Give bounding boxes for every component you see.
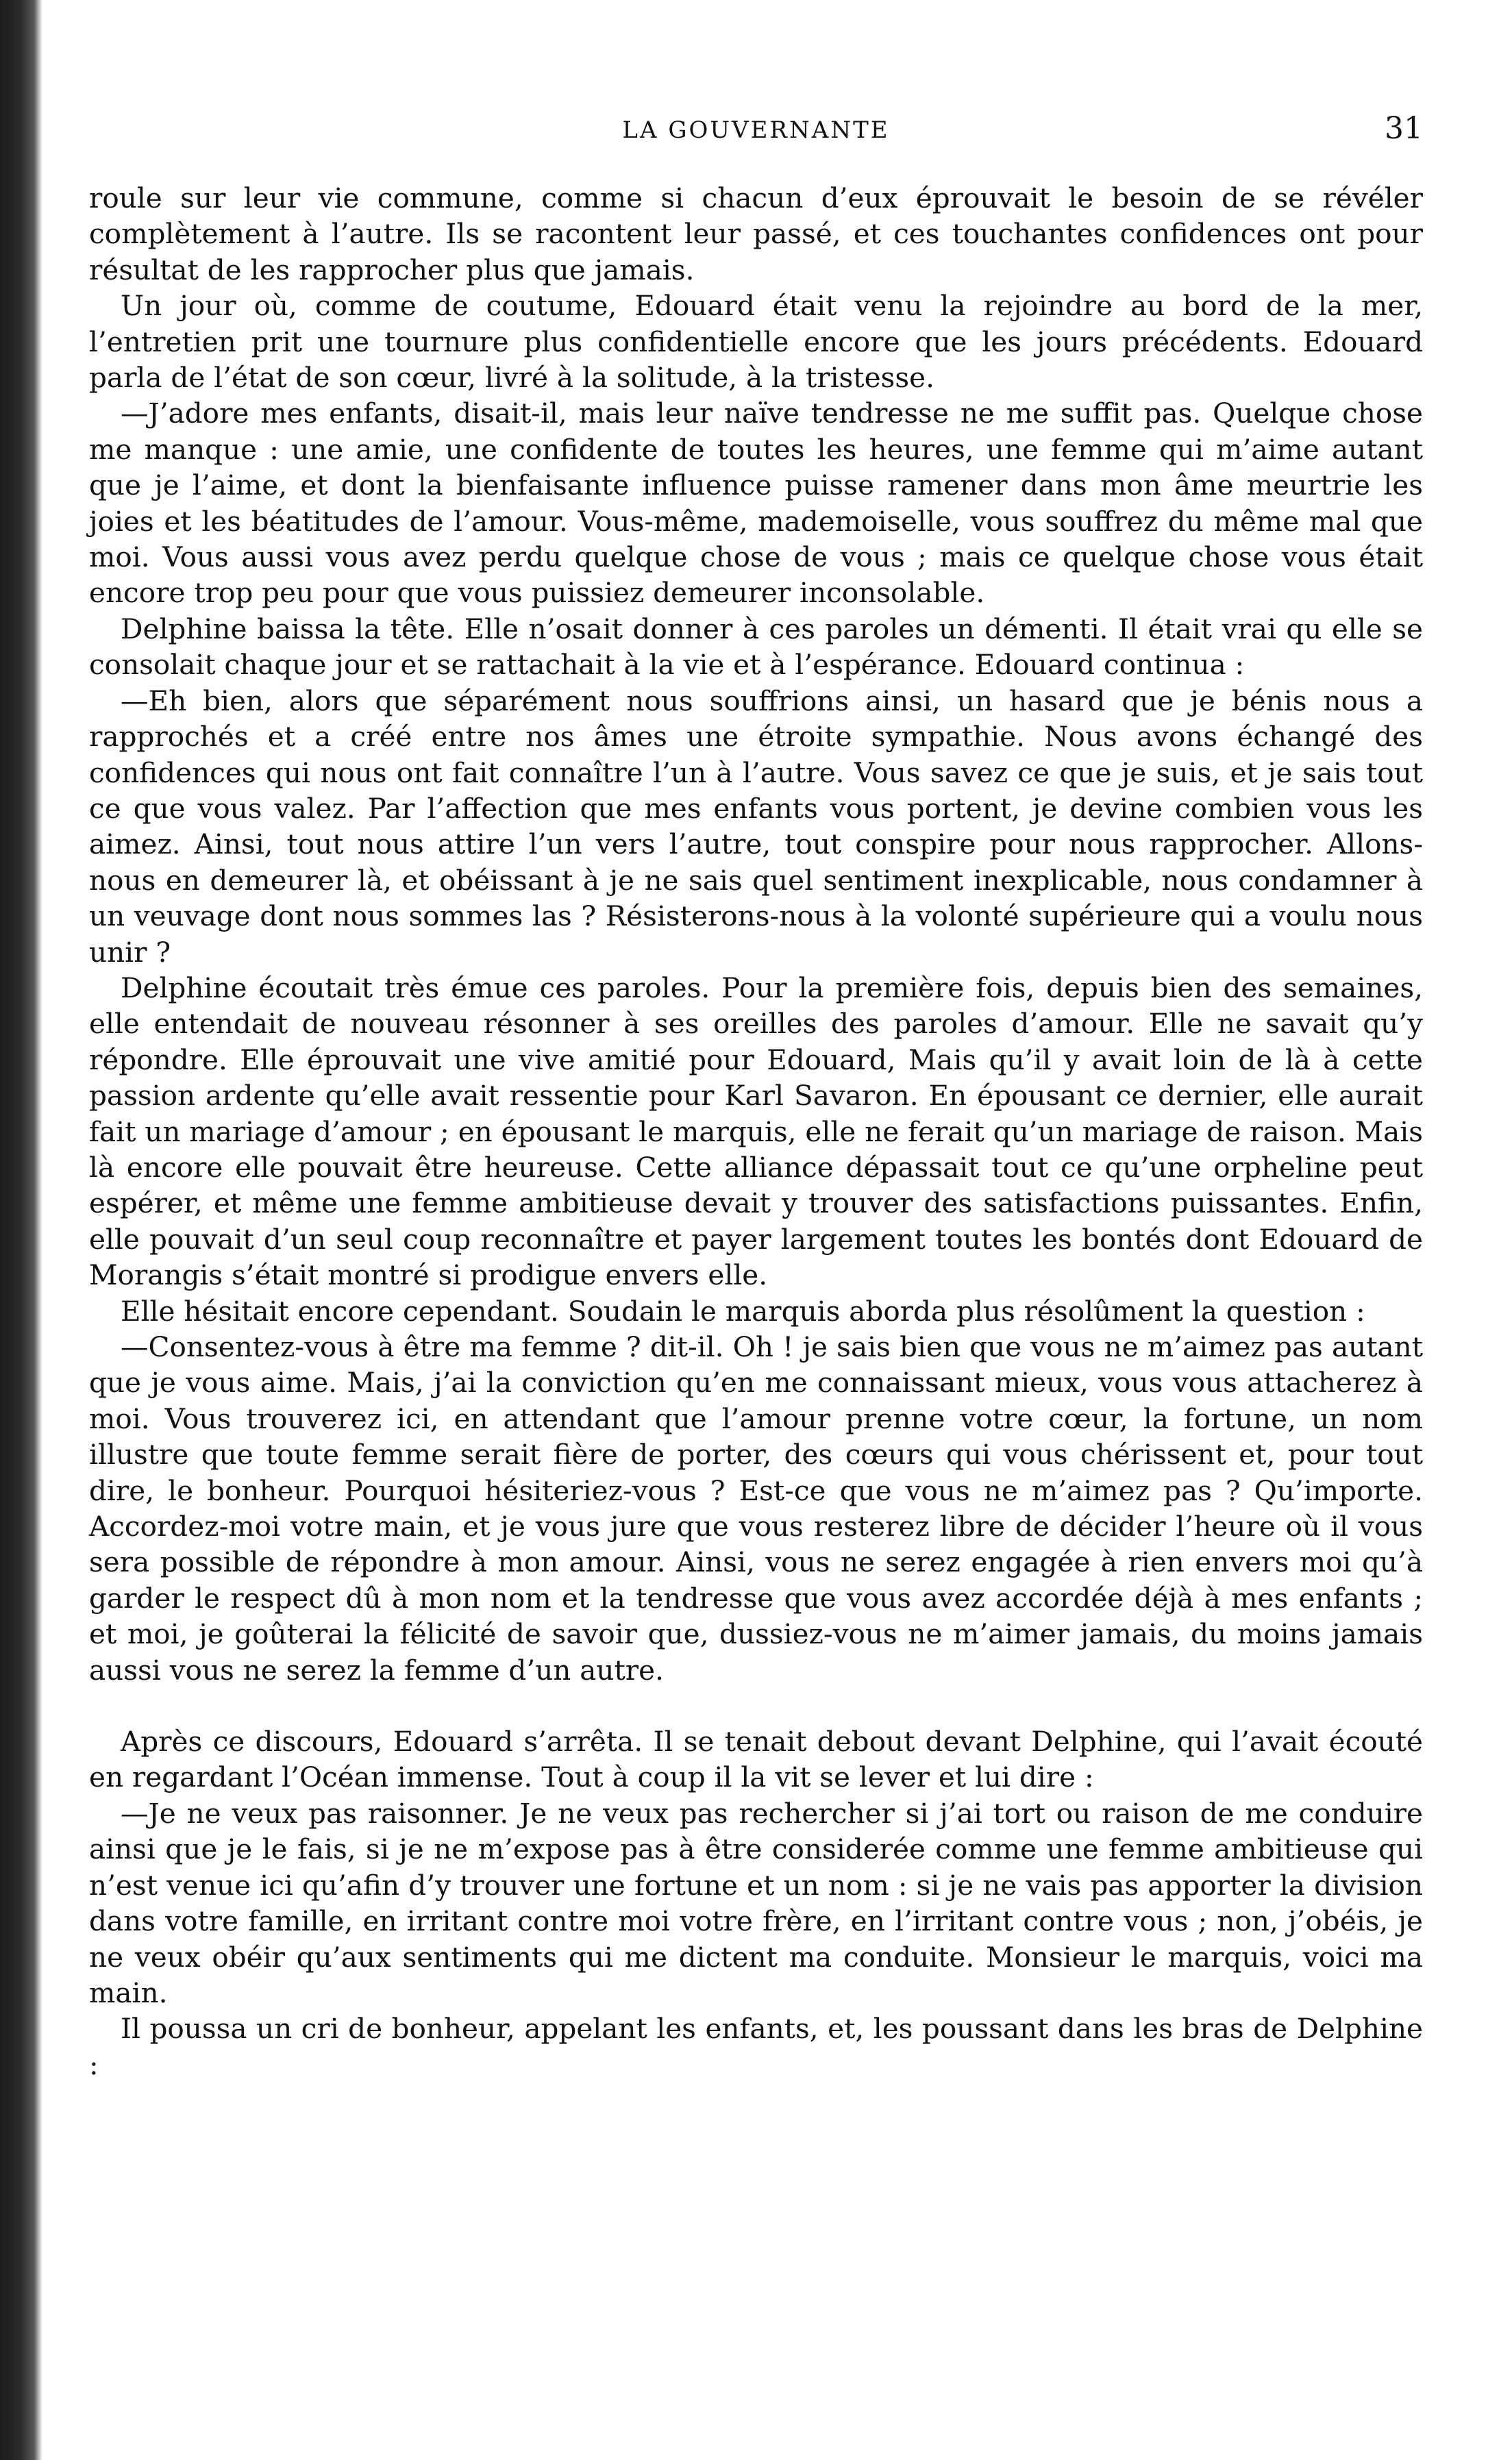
paragraph: Après ce discours, Edouard s’arrêta. Il se tenait debout devant Delphine, qui l’avait écouté en regardant l’Océan immense. Tout à coup il la vit se lever et lui dire : xyxy=(89,1725,1423,1794)
running-header xyxy=(89,111,1423,158)
dialogue-paragraph: —Consentez-vous à être ma femme ? dit-il. Oh ! je sais bien que vous ne m’aimez pas autant que je vous aime. Mais, j’ai la conviction qu’en me connaissant mieux, vous vous attacherez à moi. Vous trouverez ici, en attendant que l’amour prenne votre cœur, la fortune, un nom illustre que toute femme serait fière de porter, des cœurs qui vous chérissent et, pour tout dire, le bonheur. Pourquoi hésiteriez-vous ? Est-ce que vous ne m’aimez pas ? Qu’importe. Accordez-moi votre main, et je vous jure que vous resterez libre de décider l’heure où il vous sera possible de répondre à mon amour. Ainsi, vous ne serez engagée à rien envers moi qu’à garder le respect dû à mon nom et la tendresse que vous avez accordée déjà à mes enfants ; et moi, je goûterai la félicité de savoir que, dussiez-vous ne m’aimer jamais, du moins jamais aussi vous ne serez la femme d’un autre. xyxy=(89,1330,1423,1687)
paragraph: Un jour où, comme de coutume, Edouard était venu la rejoindre au bord de la mer, l’entretien prit une tournure plus confidentielle encore que les jours précédents. Edouard parla de l’état de son cœur, livré à la solitude, à la tristesse. xyxy=(89,289,1423,395)
paragraph: Delphine écoutait très émue ces paroles. Pour la première fois, depuis bien des semaines, elle entendait de nouveau résonner à ses oreilles des paroles d’amour. Elle ne savait qu’y répondre. Elle éprouvait une vive amitié pour Edouard, Mais qu’il y avait loin de là à cette passion ardente qu’elle avait ressentie pour Karl Savaron. En épousant ce dernier, elle aurait fait un mariage d’amour ; en épousant le marquis, elle ne ferait qu’un mariage de raison. Mais là encore elle pouvait être heureuse. Cette alliance dépassait tout ce qu’une orpheline peut espérer, et même une femme ambitieuse devait y trouver des satisfactions puissantes. Enfin, elle pouvait d’un seul coup reconnaître et payer largement toutes les bontés dont Edouard de Morangis s’était montré si prodigue envers elle. xyxy=(89,971,1423,1292)
running-title: LA GOUVERNANTE xyxy=(622,116,890,144)
dialogue-paragraph: —Je ne veux pas raisonner. Je ne veux pas rechercher si j’ai tort ou raison de me conduire ainsi que je le fais, si je ne m’expose pas à être considerée comme une femme ambitieuse qui n’est venue ici qu’afin d’y trouver une fortune et un nom : si je ne vais pas apporter la division dans votre famille, en irritant contre moi votre frère, en l’irritant contre vous ; non, j’obéis, je ne veux obéir qu’aux sentiments qui me dictent ma conduite. Monsieur le marquis, voici ma main. xyxy=(89,1796,1423,2009)
paragraph: roule sur leur vie commune, comme si chacun d’eux éprouvait le besoin de se révéler complètement à l’autre. Ils se racontent leur passé, et ces touchantes confidences ont pour résultat de les rapprocher plus que jamais. xyxy=(89,182,1423,286)
paragraph: Delphine baissa la tête. Elle n’osait donner à ces paroles un démenti. Il était vrai qu elle se consolait chaque jour et se rattachait à la vie et à l’espérance. Edouard continua : xyxy=(89,612,1423,682)
dialogue-paragraph: —Eh bien, alors que séparément nous souffrions ainsi, un hasard que je bénis nous a rapprochés et a créé entre nos âmes une étroite sympathie. Nous avons échangé des confidences qui nous ont fait connaître l’un à l’autre. Vous savez ce que je suis, et je sais tout ce que vous valez. Par l’affection que mes enfants vous portent, je devine combien vous les aimez. Ainsi, tout nous attire l’un vers l’autre, tout conspire pour nous rapprocher. Allons-nous en demeurer là, et obéissant à je ne sais quel sentiment inexplicable, nous condamner à un veuvage dont nous sommes las ? Résisterons-nous à la volonté supérieure qui a voulu nous unir ? xyxy=(89,684,1423,969)
paragraph: Elle hésitait encore cependant. Soudain le marquis aborda plus résolûment la question : xyxy=(121,1294,1365,1328)
paragraph: Il poussa un cri de bonheur, appelant les enfants, et, les poussant dans les bras de Delphine : xyxy=(89,2012,1423,2081)
body-text xyxy=(89,180,1423,2083)
scan-binding-edge xyxy=(0,0,42,2460)
page-number: 31 xyxy=(1385,111,1423,146)
dialogue-paragraph: —J’adore mes enfants, disait-il, mais leur naïve tendresse ne me suffit pas. Quelque chose me manque : une amie, une confidente de toutes les heures, une femme qui m’aime autant que je l’aime, et dont la bienfaisante influence puisse ramener dans mon âme meurtrie les joies et les béatitudes de l’amour. Vous-même, mademoiselle, vous souffrez du même mal que moi. Vous aussi vous avez perdu quelque chose de vous ; mais ce quelque chose vous était encore trop peu pour que vous puissiez demeurer inconsolable. xyxy=(89,397,1423,610)
